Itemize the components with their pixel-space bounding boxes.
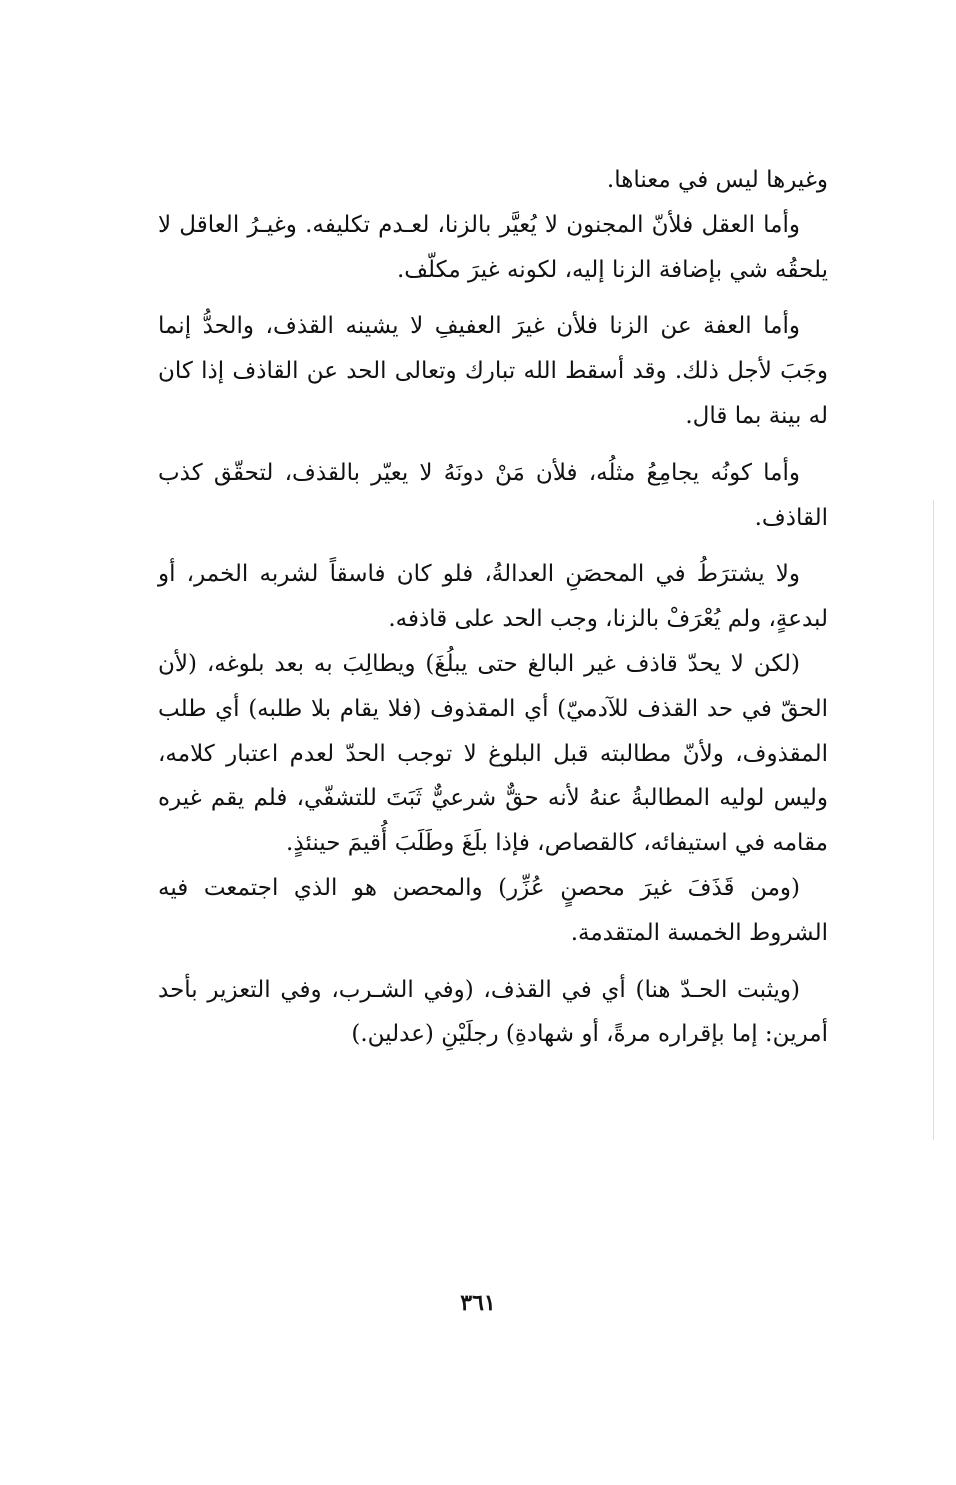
body-text [158,158,828,1057]
paragraph-8: (ويثبت الحـدّ هنا) أي في القذف، (وفي الشـرب، وفي التعزير بأحد أمرين: إما بإقراره مرةً، أو شهادةِ) رجلَيْنِ (عدلين.) [158,976,828,1048]
page-number: ٣٦١ [460,1290,496,1316]
paragraph-2: وأما العقل فلأنّ المجنون لا يُعيَّر بالزنا، لعـدم تكليفه. وغيـرُ العاقل لا يلحقُه شي بإضافة الزنا إليه، لكونه غيرَ مكلّف. [158,211,828,283]
paragraph-4: وأما كونُه يجامِعُ مثلُه، فلأن مَنْ دونَهُ لا يعيّر بالقذف، لتحقّق كذب القاذف. [158,459,828,531]
paragraph-1: وغيرها ليس في معناها. [606,167,828,193]
paragraph-7: (ومن قَذَفَ غيرَ محصنٍ عُزِّر) والمحصن هو الذي اجتمعت فيه الشروط الخمسة المتقدمة. [158,874,828,946]
page-edge-line [933,500,934,1140]
paragraph-5: ولا يشترَطُ في المحصَنِ العدالةُ، فلو كان فاسقاً لشربه الخمر، أو لبدعةٍ، ولم يُعْرَفْ بالزنا، وجب الحد على قاذفه. [158,561,828,633]
paragraph-6: (لكن لا يحدّ قاذف غير البالغ حتى يبلُغَ) ويطالِبَ به بعد بلوغه، (لأن الحقّ في حد القذف للآدميّ) أي المقذوف (فلا يقام بلا طلبه) أي طلب المقذوف، ولأنّ مطالبته قبل البلوغ لا توجب الحدّ لعدم اعتبار كلامه، وليس لوليه المطالبةُ عنهُ لأنه حقٌّ شرعيٌّ ثَبَتَ للتشفّي، فلم يقم غيره مقامه في استيفائه، كالقصاص، فإذا بلَغَ وطَلَبَ أُقيمَ حينئذٍ. [158,650,828,857]
paragraph-3: وأما العفة عن الزنا فلأن غيرَ العفيفِ لا يشينه القذف، والحدُّ إنما وجَبَ لأجل ذلك. وقد أسقط الله تبارك وتعالى الحد عن القاذف إذا كان له بينة بما قال. [158,313,828,429]
